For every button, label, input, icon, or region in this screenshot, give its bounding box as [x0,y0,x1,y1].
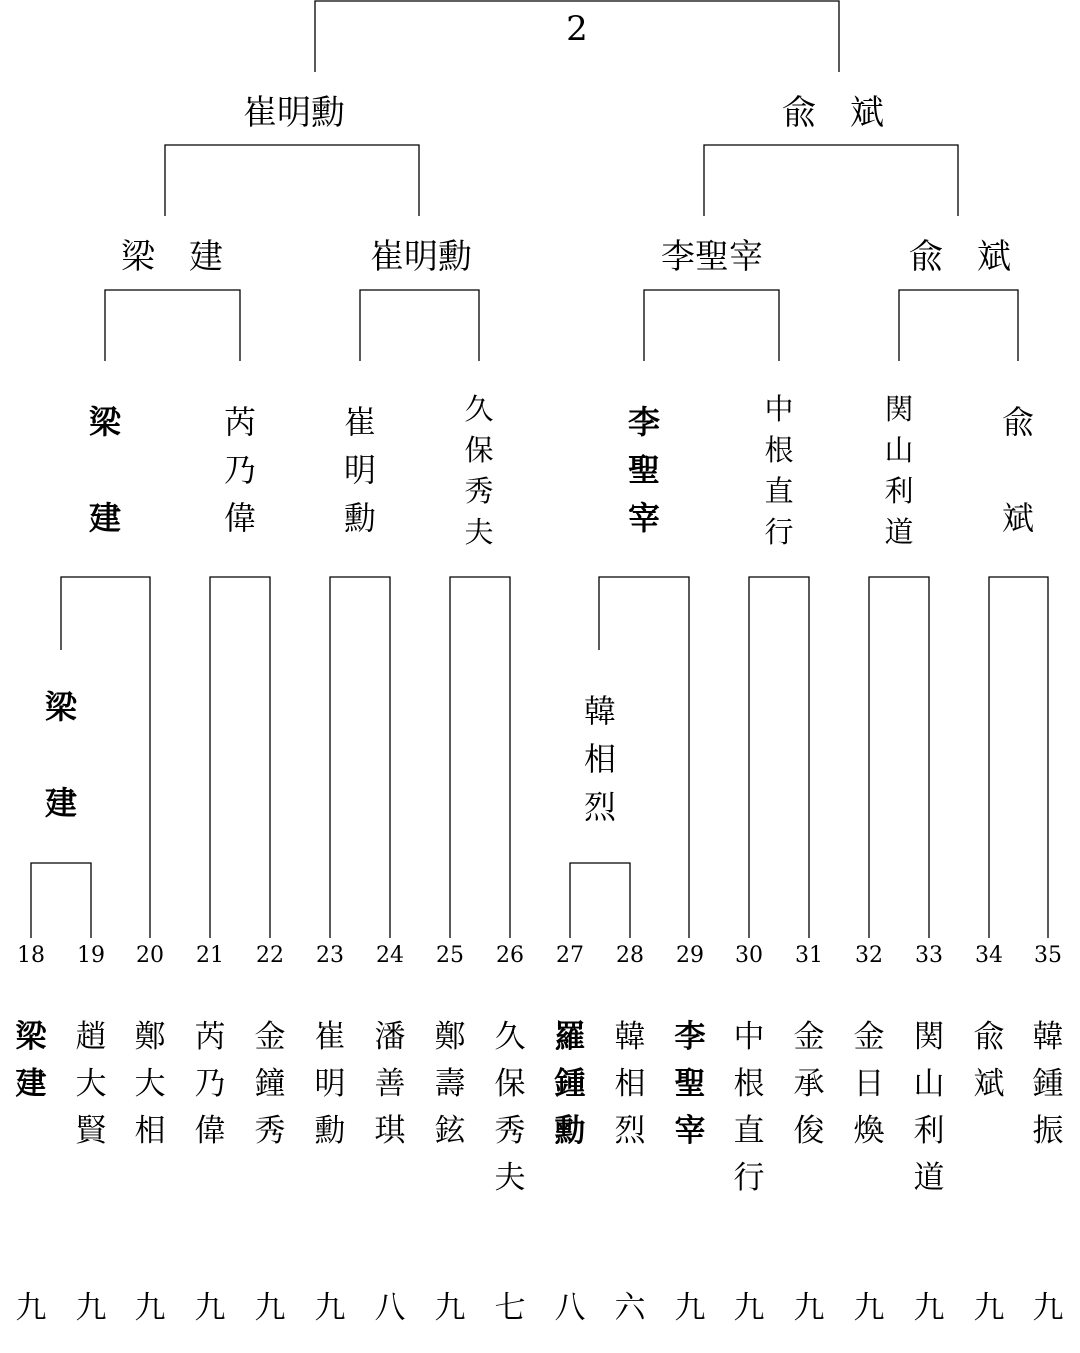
player-dan: 九 [913,1290,945,1326]
bracket-line [105,290,240,361]
quarterfinal-name-char: 宰 [627,499,661,537]
player-name-char: 日 [853,1066,885,1102]
player-name-char: 偉 [194,1113,226,1149]
quarterfinal-name-char: 道 [884,515,914,549]
player-dan: 八 [554,1290,586,1326]
quarterfinal-name-char: 保 [464,433,494,467]
player-name-char: 善 [374,1066,406,1102]
seed-number: 34 [975,943,1003,968]
player-name-char: 羅 [554,1019,586,1055]
player-name-char: 建 [15,1066,47,1102]
semifinal-name-1: 梁 建 [121,237,223,277]
player-name-char: 宰 [674,1113,706,1149]
player-name-char: 梁 [15,1019,47,1055]
bracket-line [360,290,479,361]
bracket-line [644,290,779,361]
bracket-line [330,577,390,938]
quarterfinal-name-char: 秀 [464,474,494,508]
first-round-name-char: 建 [44,784,78,822]
bracket-line [749,577,809,938]
player-name-char: 鐘 [254,1066,286,1102]
seed-number: 26 [496,943,524,968]
first-round-name-char: 梁 [44,688,78,726]
quarterfinal-name-char: 崔 [343,403,377,441]
player-dan: 八 [374,1290,406,1326]
player-dan: 九 [1032,1290,1064,1326]
quarterfinal-name-char: 偉 [223,499,257,537]
player-name-char: 金 [254,1019,286,1055]
quarterfinal-name-char: 勳 [343,499,377,537]
player-name-char: 相 [134,1113,166,1149]
seed-number: 33 [915,943,943,968]
player-dan: 九 [75,1290,107,1326]
seed-number: 20 [136,943,164,968]
player-dan: 七 [494,1290,526,1326]
quarterfinal-name-char: 芮 [223,403,257,441]
player-name-char: 久 [494,1019,526,1055]
player-name-char: 大 [134,1066,166,1102]
player-name-char: 大 [75,1066,107,1102]
seed-number: 18 [17,943,45,968]
player-name-char: 金 [853,1019,885,1055]
seed-number: 27 [556,943,584,968]
quarterfinal-name-char: 夫 [464,515,494,549]
round-label: 2 [566,9,588,49]
player-name-char: 夫 [494,1160,526,1196]
quarterfinal-name-char: 根 [764,433,794,467]
final-left-name: 崔明勳 [243,93,345,133]
player-name-char: 鄭 [134,1019,166,1055]
seed-number: 29 [676,943,704,968]
player-name-char: 振 [1032,1113,1064,1149]
player-name-char: 明 [314,1066,346,1102]
player-name-char: 利 [913,1113,945,1149]
final-right-name: 兪 斌 [782,93,884,133]
player-name-char: 芮 [194,1019,226,1055]
player-name-char: 烈 [614,1113,646,1149]
semifinal-name-4: 兪 斌 [909,237,1011,277]
player-name-char: 趙 [75,1019,107,1055]
seed-number: 22 [256,943,284,968]
player-name-char: 韓 [1032,1019,1064,1055]
player-name-char: 壽 [434,1066,466,1102]
seed-number: 23 [316,943,344,968]
player-name-char: 承 [793,1066,825,1102]
player-dan: 九 [793,1290,825,1326]
player-name-char: 秀 [494,1113,526,1149]
player-name-char: 兪 [973,1019,1005,1055]
bracket-line [704,145,958,216]
first-round-name-char: 相 [583,740,617,778]
player-name-char: 琪 [374,1113,406,1149]
player-dan: 九 [254,1290,286,1326]
player-dan: 九 [733,1290,765,1326]
bracket-lines [31,1,1048,938]
quarterfinal-name-char: 中 [764,392,794,426]
player-columns [16,943,1064,1326]
player-name-char: 相 [614,1066,646,1102]
player-name-char: 俊 [793,1113,825,1149]
semifinal-name-2: 崔明勳 [370,237,472,277]
bracket-line [165,145,419,216]
quarterfinal-name-char: 利 [884,474,914,508]
seed-number: 30 [735,943,763,968]
player-name-char: 斌 [973,1066,1005,1102]
player-name-char: 保 [494,1066,526,1102]
first-round-name-char: 韓 [583,692,617,730]
player-name-char: 勳 [554,1113,586,1149]
seed-number: 21 [196,943,224,968]
player-dan: 九 [674,1290,706,1326]
player-dan: 九 [314,1290,346,1326]
seed-number: 35 [1034,943,1062,968]
player-name-char: 道 [913,1160,945,1196]
quarterfinal-name-char: 斌 [1001,499,1035,537]
player-name-char: 根 [733,1066,765,1102]
quarterfinal-name-char: 関 [884,392,914,426]
player-dan: 九 [853,1290,885,1326]
seed-number: 32 [855,943,883,968]
player-dan: 九 [15,1290,47,1326]
first-round-name-char: 烈 [583,788,617,826]
bracket-line [989,577,1048,938]
player-name-char: 山 [913,1066,945,1102]
bracket-line [570,863,630,938]
player-name-char: 聖 [674,1066,706,1102]
player-name-char: 鍾 [554,1066,586,1102]
player-name-char: 関 [913,1019,945,1055]
player-name-char: 乃 [194,1066,226,1102]
quarterfinal-names [89,392,1035,549]
player-dan: 九 [134,1290,166,1326]
player-name-char: 中 [733,1019,765,1055]
player-name-char: 鍾 [1032,1066,1064,1102]
player-name-char: 秀 [254,1113,286,1149]
player-name-char: 勳 [314,1113,346,1149]
player-name-char: 賢 [75,1113,107,1149]
quarterfinal-name-char: 聖 [627,451,661,489]
quarterfinal-name-char: 山 [884,433,914,467]
quarterfinal-name-char: 兪 [1001,403,1035,441]
bracket-line [31,863,91,938]
player-name-char: 行 [733,1160,765,1196]
bracket-line [869,577,929,938]
quarterfinal-name-char: 明 [343,451,377,489]
seed-number: 24 [376,943,404,968]
quarterfinal-name-char: 久 [464,392,494,426]
player-dan: 九 [434,1290,466,1326]
player-dan: 九 [194,1290,226,1326]
bracket-line [450,577,510,938]
bracket-line [61,577,150,938]
seed-number: 28 [616,943,644,968]
player-name-char: 煥 [853,1113,885,1149]
player-name-char: 鉉 [434,1113,466,1149]
bracket-line [210,577,270,938]
player-dan: 六 [614,1290,646,1326]
bracket-line [899,290,1018,361]
player-name-char: 金 [793,1019,825,1055]
player-name-char: 李 [674,1019,706,1055]
player-name-char: 韓 [614,1019,646,1055]
player-name-char: 直 [733,1113,765,1149]
seed-number: 31 [795,943,823,968]
player-name-char: 潘 [374,1019,406,1055]
quarterfinal-name-char: 建 [88,499,122,537]
quarterfinal-name-char: 行 [764,515,794,549]
player-name-char: 崔 [314,1019,346,1055]
quarterfinal-name-char: 乃 [223,451,257,489]
quarterfinal-name-char: 梁 [88,403,122,441]
player-name-char: 鄭 [434,1019,466,1055]
semifinal-name-3: 李聖宰 [661,237,763,277]
seed-number: 19 [77,943,105,968]
seed-number: 25 [436,943,464,968]
player-dan: 九 [973,1290,1005,1326]
first-round-names [45,688,617,826]
quarterfinal-name-char: 直 [764,474,794,508]
quarterfinal-name-char: 李 [627,403,661,441]
